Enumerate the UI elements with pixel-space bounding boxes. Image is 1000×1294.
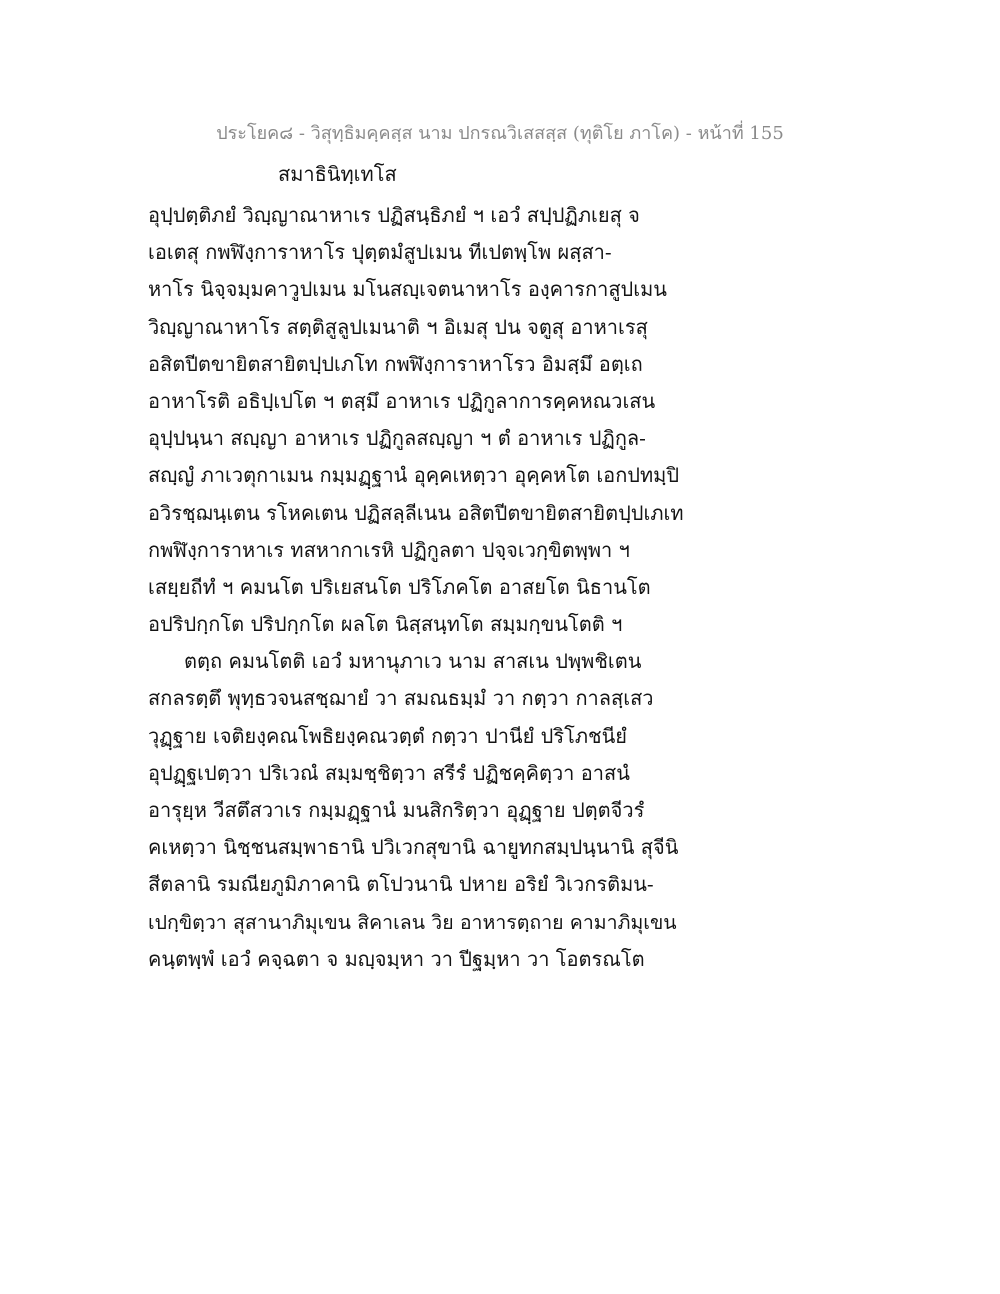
text-line: เอเตสุ กพฬิงฺการาหาโร ปุตฺตมํสูปเมน ทีเปตพฺโพ ผสฺสา- — [148, 240, 612, 265]
text-line: คเหตฺวา นิชฺชนสมฺพาธานิ ปวิเวกสุขานิ ฉายูทกสมฺปนฺนานิ สุจีนิ — [148, 835, 679, 860]
text-line: อุปฏฺฐเปตฺวา ปริเวณํ สมฺมชฺชิตฺวา สรีรํ ปฏิชคฺคิตฺวา อาสนํ — [148, 760, 630, 785]
text-line: อุปฺปตฺติภยํ วิญฺญาณาหาเร ปฏิสนฺธิภยํ ฯ เอวํ สปฺปฏิภเยสุ จ — [148, 203, 640, 227]
running-header: ประโยค๘ - วิสุทฺธิมคฺคสฺส นาม ปกรณวิเสสสฺส (ทุติโย ภาโค) - หน้าที่ 155 — [216, 123, 784, 144]
section-heading: สมาธินิทฺเทโส — [278, 162, 397, 186]
text-line: เสยฺยถีทํ ฯ คมนโต ปริเยสนโต ปริโภคโต อาสยโต นิธานโต — [148, 574, 651, 599]
text-line: กพฬิงฺการาหาเร ทสหากาเรหิ ปฏิกูลตา ปจฺจเวกฺขิตพฺพา ฯ — [148, 537, 630, 562]
text-line: อปริปกฺกโต ปริปกฺกโต ผลโต นิสฺสนฺทโต สมฺมกฺขนโตติ ฯ — [148, 612, 623, 637]
paragraph-first-line: ตตฺถ คมนโตติ เอวํ มหานุภาเว นาม สาสเน ปพฺพชิเตน — [184, 649, 642, 674]
text-line: สีตลานิ รมณียภูมิภาคานิ ตโปวนานิ ปหาย อริยํ วิเวกรติมน- — [148, 872, 654, 897]
text-line: อารุยฺห วีสตึสวาเร กมฺมฏฺฐานํ มนสิกริตฺวา อุฏฺฐาย ปตฺตจีวรํ — [148, 798, 645, 822]
text-line: อุปฺปนฺนา สญฺญา อาหาเร ปฏิกูลสญฺญา ฯ ตํ อาหาเร ปฏิกูล- — [148, 426, 646, 451]
text-line: หาโร นิจฺจมฺมคาวูปเมน มโนสญฺเจตนาหาโร องฺคารกาสูปเมน — [148, 277, 667, 302]
text-line: เปกฺขิตฺวา สุสานาภิมุเขน สิคาเลน วิย อาหารตฺถาย คามาภิมุเขน — [148, 910, 677, 934]
text-line: สกลรตฺตึ พุทฺธวจนสชฺฌายํ วา สมณธมฺมํ วา กตฺวา กาลสฺเสว — [148, 686, 654, 711]
text-line: สญฺญํ ภาเวตุกาเมน กมฺมฏฺฐานํ อุคฺคเหตฺวา อุคฺคหโต เอกปทมฺปิ — [148, 463, 680, 488]
body-text — [148, 197, 688, 978]
text-line: อสิตปีตขายิตสายิตปฺปเภโท กพฬิงฺการาหาโรว อิมสฺมึ อตฺเถ — [148, 351, 643, 376]
text-line: คนฺตพฺพํ เอวํ คจฺฉตา จ มญฺจมฺหา วา ปีฐมฺหา วา โอตรณโต — [148, 946, 645, 971]
text-line: วุฏฺฐาย เจติยงฺคณโพธิยงฺคณวตฺตํ กตฺวา ปานียํ ปริโภชนียํ — [148, 723, 627, 748]
text-line: อาหาโรติ อธิปฺเปโต ฯ ตสฺมึ อาหาเร ปฏิกูลาการคฺคหณวเสน — [148, 388, 656, 413]
text-line: อวิรชฺฌนฺเตน รโหคเตน ปฏิสลฺลีเนน อสิตปีตขายิตสายิตปฺปเภเท — [148, 500, 684, 525]
text-line: วิญฺญาณาหาโร สตฺติสูลูปเมนาติ ฯ อิเมสุ ปน จตูสุ อาหาเรสุ — [148, 314, 648, 339]
